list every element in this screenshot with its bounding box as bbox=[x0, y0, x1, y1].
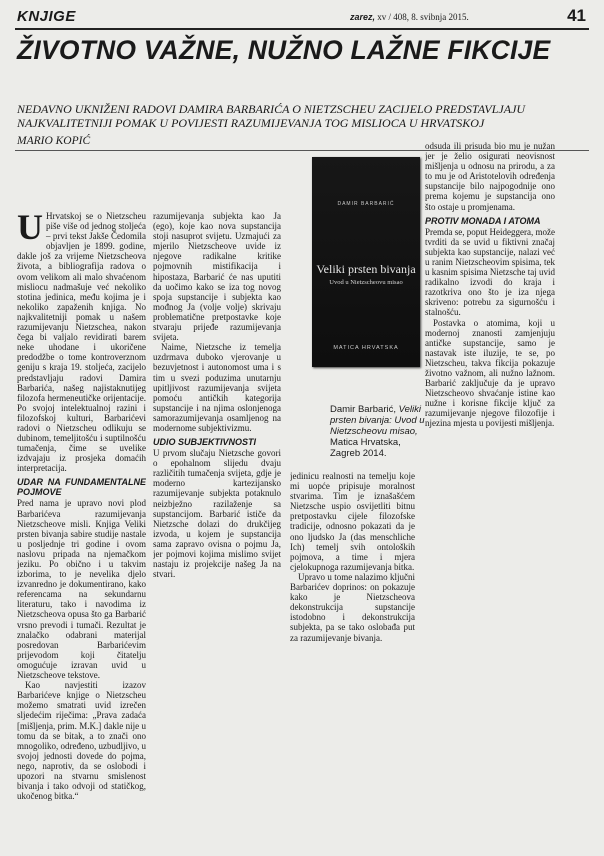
caption-publisher: Matica Hrvatska, Zagreb 2014. bbox=[330, 437, 401, 459]
article-author: MARIO KOPIĆ bbox=[17, 135, 91, 147]
book-cover-author: DAMIR BARBARIĆ bbox=[337, 201, 395, 207]
paragraph: Postavka o atomima, koji u modernoj znanosti zamjenjuju antičke supstancije, samo je nastavak iste iluzije, te se, po Nietzscheu, takva fikcija pokazuje životno važnom, ali nužno lažnom. Barbarić zaključuje da je upravo Nietzscheovo shvaćanje istine kao nužne i korisne fikcije ključ za razumijevanje njegove filozofije i njezina mjesta u povijesti mišljenja. bbox=[425, 317, 555, 429]
article-subtitle: NEDAVNO UKNIŽENI RADOVI DAMIRA BARBARIĆA O NIETZSCHEU ZACIJELO PREDSTAVLJAJU NAJKVALITETNIJI POMAK U POVIJESTI RAZUMIJEVANJA TOG MISLIOCA U HRVATSKOJ bbox=[17, 102, 526, 130]
paragraph: Kao navjestiti izazov Barbarićeve knjige o Nietzscheu možemo smatrati uvid izrečen sljedećim riječima: „Prava zadaća [mišljenja, prim. M.K.] dakle nije u tomu da se bitak, a to znači ono mnogoliko, određeno, uzbudljivo, u svojoj jednosti dovede do pojma, nego, naprotiv, da se oslobodi i upozori na stvarnu smislenost bivanja i tako odvoji od statičkog, ukočenog bitka.“ bbox=[17, 680, 146, 802]
issue-date: xv / 408, 8. svibnja 2015. bbox=[377, 12, 469, 22]
subheading: UDAR NA FUNDAMENTALNE POJMOVE bbox=[17, 477, 146, 498]
article-title: ŽIVOTNO VAŽNE, NUŽNO LAŽNE FIKCIJE bbox=[17, 35, 551, 65]
paragraph: Premda se, poput Heideggera, može tvrditi da se uvid u fiktivni značaj subjekta kao supstancije, nalazi već u ranim Nietzscheovim spisima, tek u kasnim spisima Nietzsche taj uvid radikalno izvodi do kraja i razotkriva ono što je iza njega skriveno: potrebu za sigurnošću i stalnošću. bbox=[425, 226, 555, 318]
image-caption bbox=[330, 404, 426, 459]
paragraph: Naime, Nietzsche iz temelja uzdrmava duboko vjerovanje u bezuvjetnost i autonomost uma i s tim u svezi poduzima unutarnju upitljivost razumijevanja svijeta pomoću antičkih kategorija supstancije i na njima oslonjenoga samorazumijevanja osamljenog na modernome subjektivizmu. bbox=[153, 342, 281, 433]
subheading: PROTIV MONADA I ATOMA bbox=[425, 215, 541, 226]
book-cover-image bbox=[312, 157, 420, 367]
section-label: KNJIGE bbox=[17, 8, 76, 25]
publication-name: zarez, bbox=[350, 12, 376, 22]
column-2 bbox=[153, 211, 281, 851]
book-cover-subtitle: Uvod u Nietzscheovu misao bbox=[329, 279, 403, 286]
book-cover-publisher: MATICA HRVATSKA bbox=[333, 345, 399, 351]
issue-info bbox=[350, 12, 469, 22]
column-1 bbox=[17, 211, 146, 851]
paragraph: U prvom slučaju Nietzsche govori o epohalnom slijedu dvaju različitih tumačenja svijeta, gdje je moderno kartezijansko razumijevanje subjekta potaknulo neizbježno razilaženje sa supstancijom. Barbarić ističe da Nietzsche dolazi do drukčijeg izvoda, u kojem je supstancija sama zapravo ovisna o pojmu Ja, jer pojmovi kojima mislimo svijet nastaju iz projekcije našeg Ja na stvari. bbox=[153, 448, 281, 580]
column-3 bbox=[290, 471, 415, 851]
paragraph: jedinicu realnosti na temelju koje mi uopće pripisuje moralnost stvarima. Tim je iznašašćem Nietzsche uspio osvijetliti bitnu pretpostavku cijele filozofske tradicije, odnosno pokazati da je ono ljudsko Ja (das menschliche Ich) temelj svih ontoloških pojmova, a time i mjera cjelokupnoga razumijevanja bitka. bbox=[290, 471, 415, 572]
caption-title: Veliki prsten bivanja: Uvod u Nietzscheovu misao, bbox=[330, 404, 425, 437]
header-rule bbox=[15, 28, 589, 30]
drop-cap: U bbox=[17, 211, 43, 247]
caption-author: Damir Barbarić, bbox=[330, 404, 396, 415]
page-number: 41 bbox=[567, 6, 586, 25]
paragraph: Pred nama je upravo novi plod Barbarićeva razumijevanja Nietzscheove misli. Knjiga Veliki prsten bivanja sabire studije nastale u posljednje tri godine i ovom naslovu pripada na njemačkom jeziku. Po obično i u takvim izborima, to je nevelika djelo izvanredno je dokumentirano, kako referencama na sekundarnu literaturu, tako i navodima iz Nietzscheova opusa što ga Barbarić vrsno prevodi i tumači. Rezultat je znalačko odabrani materijal posredovan Barbarićevim prijevodom koji čitatelju omogućuje izravan uvid u Nietzscheove tekstove. bbox=[17, 498, 146, 681]
paragraph bbox=[17, 211, 146, 473]
paragraph-text: Hrvatskoj se o Nietzscheu piše više od jednog stoljeća – prvi tekst Jakše Čedomila objavljen je 1899. godine, dakle još za vrijeme Nietzscheova života, a bibliografija radova o ovom velikom ali malo shvaćenom misliocu nadmašuje već nekoliko stotina jedinica, među kojima je i nekoliko zapaženih knjiga. No najkvalitetniji pomak u našem razumijevanju Nietzschea, nakon čega bi valjalo revidirati barem neke uhodane i ukoričene predodžbe o tome kontroverznom geniju s kraja 19. stoljeća, zacijelo predstavljaju radovi Damira Barbarića, našeg najistaknutijeg filozofa hermeneutičke orijentacije. Po svojoj intelektualnoj razini i filozofskoj kulturi, Barbarićevi radovi o Nietzscheu odlikuju se dubinom, temeljitošću i suptilnošću tumačenja, čime se uvelike izdvajaju iz prosjeka domaćih interpretacija. bbox=[17, 211, 146, 474]
column-4 bbox=[425, 141, 555, 851]
book-cover-title: Veliki prsten bivanja bbox=[316, 262, 416, 276]
paragraph: odsuda ili prisuda bio mu je nužan jer je želio osigurati neovisnost mišljenja u odnosu na prirodu, a za to mu je od Aristotelovih određenja supstancije bilo najpogodnije ono prema kojemu je supstancija ono što ostaje u promjenama. bbox=[425, 141, 555, 212]
subheading: UDIO SUBJEKTIVNOSTI bbox=[153, 437, 257, 448]
paragraph: Upravo u tome nalazimo ključni Barbarićev doprinos: on pokazuje kako je Nietzscheova dekonstrukcija supstancije istodobno i dekonstrukcija subjekta, pa se tako oslobađa put za razumijevanje bivanja. bbox=[290, 571, 415, 643]
paragraph: razumijevanja subjekta kao Ja (ego), koje kao nova supstancija stoji nasuprot svijetu. Uzmajući za mjerilo Nietzscheove uvide iz njegove radikalne kritike pojmovnih mistifikacija i hipostaza, Barbarić će nas uputiti da uočimo kako se iza tog novog spoja supstancije i subjekta kao mođnog Ja (volje volje) skrivaju problematične pretpostavke koje stvaraju prijeđe razumijevanja svijeta. bbox=[153, 211, 281, 343]
